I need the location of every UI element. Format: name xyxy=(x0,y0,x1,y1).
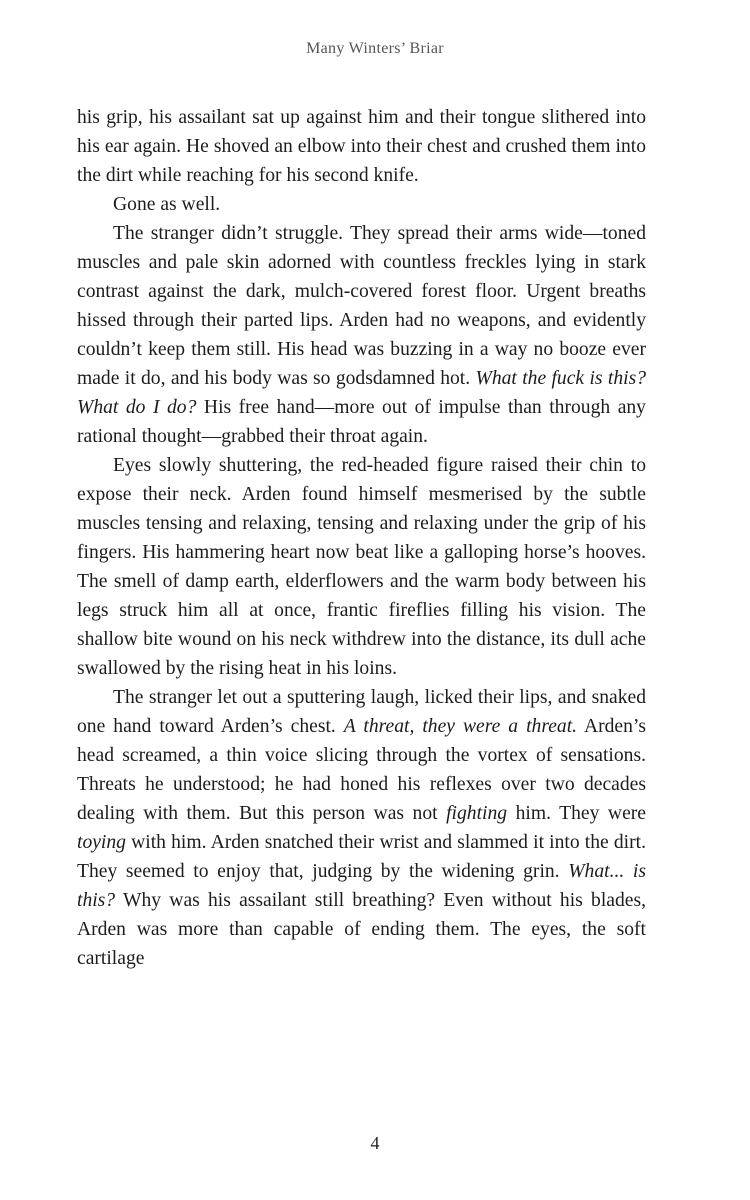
italic-text: toying xyxy=(77,832,126,853)
paragraph xyxy=(77,219,646,451)
body-text xyxy=(77,103,646,973)
italic-text: fighting xyxy=(446,803,508,824)
text-run: Eyes slowly shuttering, the red-headed figure raised their chin to expose their neck. Arden found himself mesmerised by the subtle muscles tensing and relaxing, tensing and relaxing under the grip of his fingers. His hammering heart now beat like a galloping horse’s hooves. The smell of damp earth, elderflowers and the warm body between his legs struck him all at once, frantic fireflies filling his vision. The shallow bite wound on his neck withdrew into the distance, its dull ache swallowed by the rising heat in his loins. xyxy=(77,455,646,679)
italic-text: A threat, they were a threat. xyxy=(343,716,578,737)
paragraph xyxy=(77,103,646,190)
paragraph xyxy=(77,683,646,973)
italic-text: What... is this? xyxy=(77,861,646,911)
italic-text: What the fuck is this? What do I do? xyxy=(77,368,646,418)
text-run: The stranger didn’t struggle. They spread their arms wide—toned muscles and pale skin adorned with countless freckles lying in stark contrast against the dark, mulch-covered forest floor. Urgent breaths hissed through their parted lips. Arden had no weapons, and evidently couldn’t keep them still. His head was buzzing in a way no booze ever made it do, and his body was so godsdamned hot. xyxy=(77,223,646,389)
paragraph xyxy=(77,190,646,219)
text-run: The stranger let out a sputtering laugh, licked their lips, and snaked one hand toward Arden’s chest. xyxy=(77,687,646,737)
text-run: Why was his assailant still breathing? Even without his blades, Arden was more than capable of ending them. The eyes, the soft cartilage xyxy=(77,890,646,969)
running-header: Many Winters’ Briar xyxy=(306,40,444,57)
text-run: with him. Arden snatched their wrist and slammed it into the dirt. They seemed to enjoy that, judging by the widening grin. xyxy=(77,832,646,882)
text-run: his grip, his assailant sat up against him and their tongue slithered into his ear again. He shoved an elbow into their chest and crushed them into the dirt while reaching for his second knife. xyxy=(77,107,646,186)
text-run: His free hand—more out of impulse than through any rational thought—grabbed their throat again. xyxy=(77,397,646,447)
page-number: 4 xyxy=(370,1133,380,1153)
paragraph xyxy=(77,451,646,683)
text-run: Gone as well. xyxy=(113,194,221,215)
text-run: Arden’s head screamed, a thin voice slicing through the vortex of sensations. Threats he understood; he had honed his reflexes over two decades dealing with them. But this person was not xyxy=(77,716,646,824)
text-run: him. They were xyxy=(507,803,646,824)
